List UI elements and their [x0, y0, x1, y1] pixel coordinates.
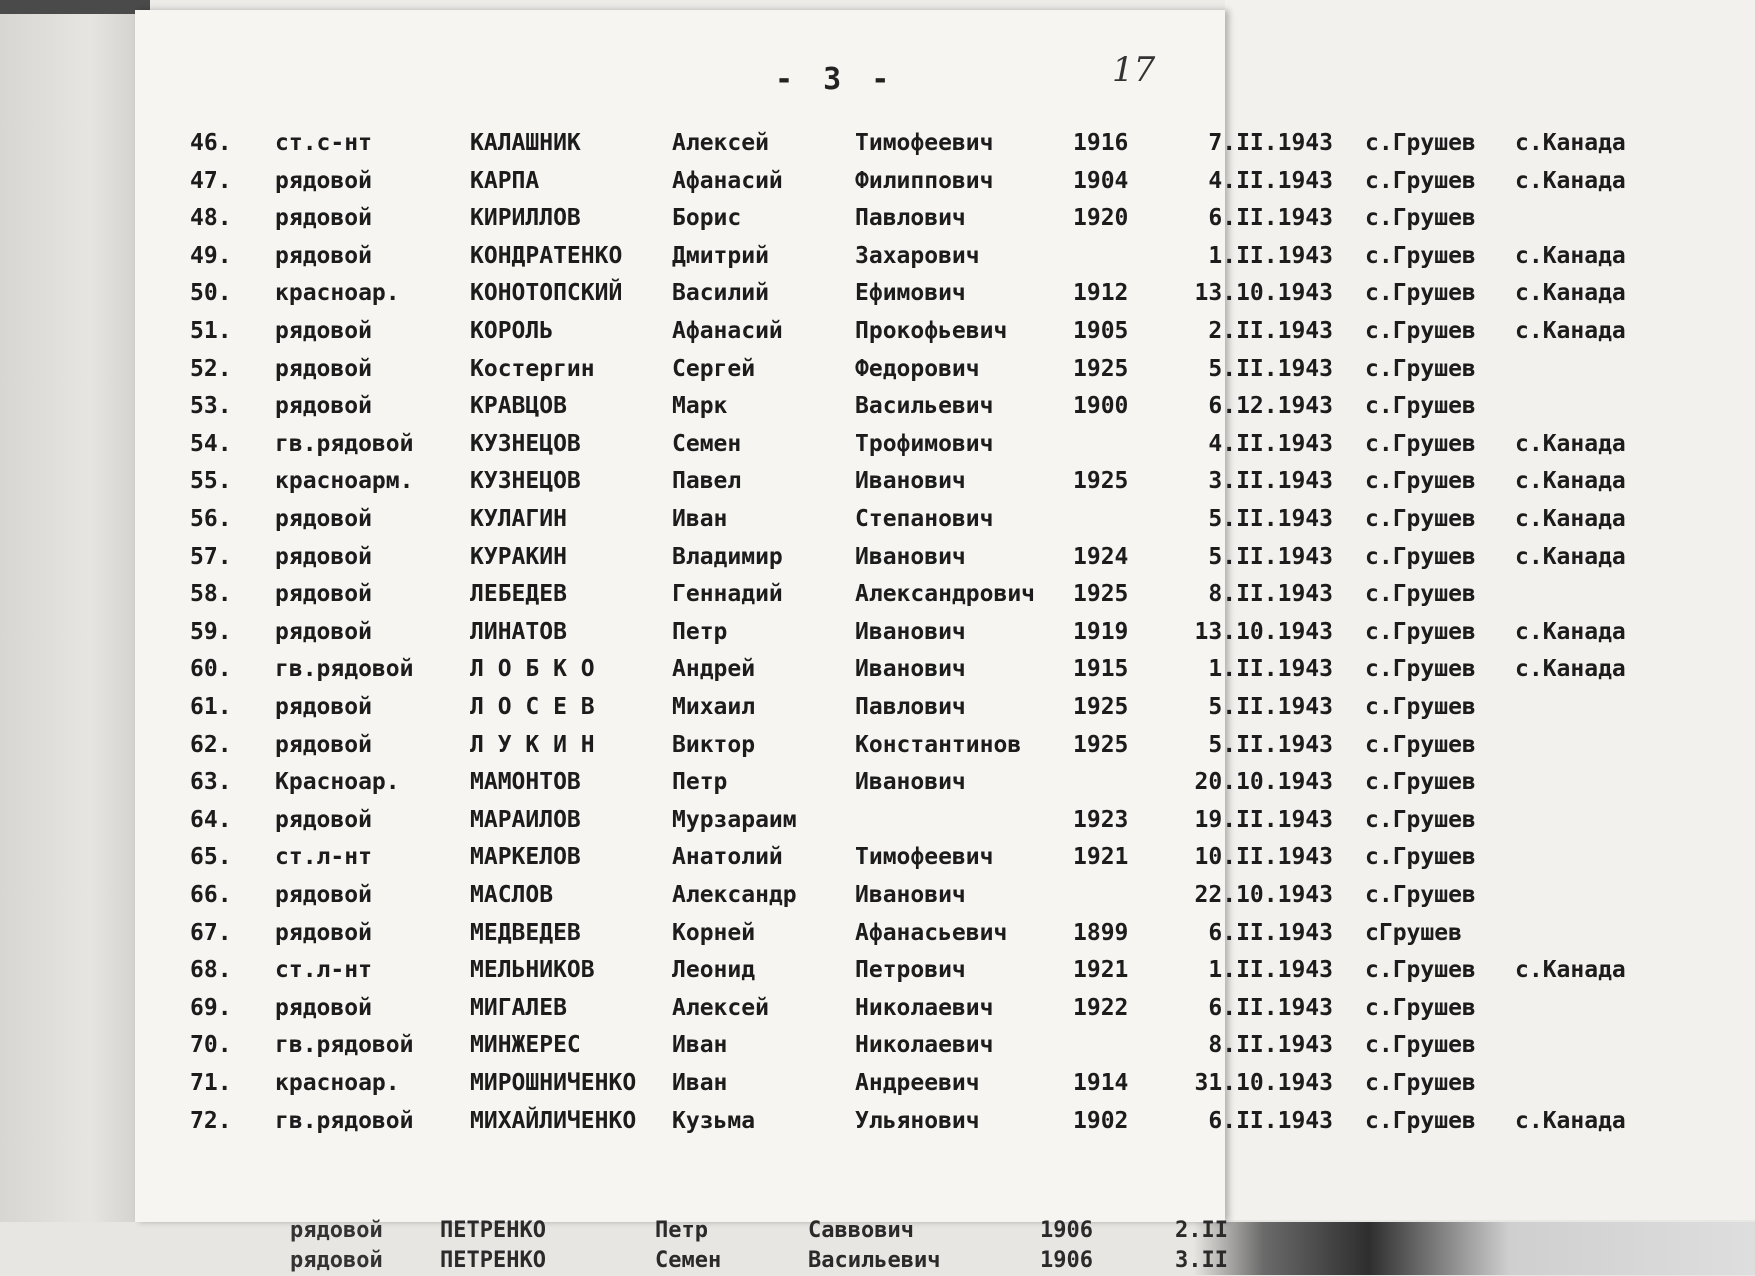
list-row [0, 205, 1755, 239]
cell-place: с.Грушев [1365, 957, 1476, 984]
cell-patronymic: Иванович [855, 618, 966, 645]
cell-year: 1912 [1073, 280, 1129, 307]
cell-patronymic: Филиппович [855, 167, 994, 194]
cell-date: 5.II.1943 [1208, 694, 1333, 720]
cell-num: 65. [190, 844, 232, 871]
cell-year: 1921 [1073, 957, 1129, 984]
list-row [0, 995, 1755, 1029]
cell-grave: с.Канада [1515, 167, 1626, 194]
cell-name: Борис [672, 205, 742, 232]
cell-surname: ПЕТРЕНКО [440, 1248, 546, 1273]
cell-date: 5.II.1943 [1208, 506, 1333, 532]
cell-patronymic: Федорович [855, 355, 980, 382]
cell-patronymic: Константинов [855, 731, 1022, 758]
list-row [0, 920, 1755, 954]
cell-year: 1902 [1073, 1107, 1129, 1134]
cell-date: 13.10.1943 [1194, 280, 1333, 307]
cell-surname: МАСЛОВ [470, 882, 554, 908]
cell-patronymic: Павлович [855, 694, 966, 720]
cell-rank: рядовой [290, 1248, 383, 1273]
cell-rank: гв.рядовой [275, 1107, 414, 1134]
cell-year: 1919 [1073, 618, 1129, 645]
cell-date: 8.II.1943 [1208, 1032, 1333, 1059]
cell-name: Александр [672, 882, 797, 908]
cell-surname: ЛЕБЕДЕВ [470, 581, 567, 608]
cell-grave: с.Канада [1515, 543, 1626, 570]
cell-surname: КОРОЛЬ [470, 318, 554, 344]
cell-num: 60. [190, 656, 232, 683]
list-row [0, 1070, 1755, 1104]
cell-name: Иван [672, 1070, 728, 1096]
list-row [0, 243, 1755, 277]
cell-rank: рядовой [275, 318, 372, 344]
cell-place: с.Грушев [1365, 694, 1476, 720]
list-row [0, 656, 1755, 690]
cell-place: с.Грушев [1365, 844, 1476, 871]
cell-num: 52. [190, 355, 232, 382]
page-number: - 3 - [775, 62, 896, 97]
cell-num: 66. [190, 882, 232, 908]
cell-num: 54. [190, 430, 232, 457]
list-row [0, 844, 1755, 878]
cell-grave: с.Канада [1515, 506, 1626, 532]
cell-grave: с.Канада [1515, 1107, 1626, 1134]
cell-name: Афанасий [672, 318, 783, 344]
cell-rank: гв.рядовой [275, 656, 414, 683]
cell-year: 1925 [1073, 731, 1129, 758]
cell-num: 48. [190, 205, 232, 232]
list-row [0, 356, 1755, 390]
cell-rank: рядовой [275, 242, 372, 269]
cell-surname: КУЗНЕЦОВ [470, 468, 581, 495]
cell-patronymic: Тимофеевич [855, 130, 994, 156]
cell-rank: рядовой [275, 806, 372, 833]
cell-rank: Красноар. [275, 769, 400, 796]
cell-grave: с.Канада [1515, 242, 1626, 269]
cell-surname: Костергин [470, 355, 595, 382]
cell-patronymic: Петрович [855, 957, 966, 984]
cell-grave: с.Канада [1515, 468, 1626, 495]
cell-place: с.Грушев [1365, 205, 1476, 232]
cell-rank: красноар. [275, 280, 400, 307]
list-row [0, 769, 1755, 803]
cell-rank: красноар. [275, 1070, 400, 1096]
cell-surname: Л О Б К О [470, 656, 595, 683]
list-row [0, 1108, 1755, 1142]
list-row [0, 318, 1755, 352]
cell-date: 2.II.1943 [1208, 318, 1333, 344]
cell-surname: КУРАКИН [470, 543, 567, 570]
cell-place: с.Грушев [1365, 1070, 1476, 1096]
cell-patronymic: Тимофеевич [855, 844, 994, 871]
under-page-row [0, 1248, 1755, 1276]
cell-rank: рядовой [275, 731, 372, 758]
cell-surname: МИГАЛЕВ [470, 994, 567, 1021]
cell-place: с.Грушев [1365, 355, 1476, 382]
list-row [0, 581, 1755, 615]
cell-grave: с.Канада [1515, 318, 1626, 344]
cell-place: с.Грушев [1365, 430, 1476, 457]
cell-surname: КАЛАШНИК [470, 130, 581, 156]
cell-patronymic: Иванович [855, 769, 966, 796]
cell-date: 20.10.1943 [1194, 769, 1333, 796]
cell-surname: МАРКЕЛОВ [470, 844, 581, 871]
cell-year: 1904 [1073, 167, 1129, 194]
cell-num: 62. [190, 731, 232, 758]
cell-date: 7.II.1943 [1208, 130, 1333, 156]
cell-year: 1906 [1040, 1248, 1093, 1273]
cell-date: 5.II.1943 [1208, 731, 1333, 758]
cell-place: с.Грушев [1365, 882, 1476, 908]
list-row [0, 807, 1755, 841]
cell-name: Анатолий [672, 844, 783, 871]
cell-name: Алексей [672, 994, 769, 1021]
cell-patronymic: Захарович [855, 242, 980, 269]
cell-rank: ст.с-нт [275, 130, 372, 156]
cell-place: с.Грушев [1365, 1032, 1476, 1059]
cell-year: 1922 [1073, 994, 1129, 1021]
cell-rank: красноарм. [275, 468, 414, 495]
cell-place: с.Грушев [1365, 994, 1476, 1021]
cell-name: Виктор [672, 731, 756, 758]
cell-surname: МАМОНТОВ [470, 769, 581, 796]
cell-rank: гв.рядовой [275, 430, 414, 457]
cell-surname: КОНОТОПСКИЙ [470, 280, 623, 307]
cell-name: Марк [672, 393, 728, 420]
cell-surname: МИНЖЕРЕС [470, 1032, 581, 1059]
cell-date: 13.10.1943 [1194, 618, 1333, 645]
cell-name: Петр [655, 1218, 708, 1243]
cell-surname: ЛИНАТОВ [470, 618, 567, 645]
list-row [0, 957, 1755, 991]
cell-date: 19.II.1943 [1194, 806, 1333, 833]
cell-name: Петр [672, 618, 728, 645]
cell-surname: МИХАЙЛИЧЕНКО [470, 1107, 637, 1134]
cell-year: 1915 [1073, 656, 1129, 683]
list-row [0, 168, 1755, 202]
cell-year: 1921 [1073, 844, 1129, 871]
cell-surname: КУЛАГИН [470, 506, 567, 532]
cell-place: с.Грушев [1365, 731, 1476, 758]
cell-place: с.Грушев [1365, 1107, 1476, 1134]
cell-date: 4.II.1943 [1208, 430, 1333, 457]
cell-patronymic: Степанович [855, 506, 994, 532]
cell-patronymic: Афанасьевич [855, 919, 1008, 946]
cell-year: 1925 [1073, 468, 1129, 495]
cell-patronymic: Ефимович [855, 280, 966, 307]
cell-place: с.Грушев [1365, 167, 1476, 194]
cell-rank: рядовой [275, 205, 372, 232]
cell-name: Петр [672, 769, 728, 796]
cell-year: 1899 [1073, 919, 1129, 946]
cell-year: 1925 [1073, 355, 1129, 382]
cell-date: 8.II.1943 [1208, 581, 1333, 608]
cell-rank: рядовой [275, 618, 372, 645]
cell-patronymic: Трофимович [855, 430, 994, 457]
cell-patronymic: Николаевич [855, 994, 994, 1021]
cell-name: Сергей [672, 355, 756, 382]
cell-surname: КАРПА [470, 167, 540, 194]
cell-rank: рядовой [290, 1218, 383, 1243]
cell-date: 6.12.1943 [1208, 393, 1333, 420]
cell-patronymic: Васильевич [808, 1248, 941, 1273]
cell-surname: МЕДВЕДЕВ [470, 919, 581, 946]
cell-year: 1923 [1073, 806, 1129, 833]
cell-name: Павел [672, 468, 742, 495]
cell-place: сГрушев [1365, 919, 1462, 946]
cell-patronymic: Саввович [808, 1218, 914, 1243]
cell-name: Семен [672, 430, 742, 457]
cell-date: 2.II [1175, 1218, 1228, 1243]
cell-patronymic: Александрович [855, 581, 1036, 608]
cell-year: 1925 [1073, 581, 1129, 608]
cell-grave: с.Канада [1515, 430, 1626, 457]
cell-date: 3.II [1175, 1248, 1228, 1273]
cell-place: с.Грушев [1365, 468, 1476, 495]
cell-name: Михаил [672, 694, 756, 720]
handwritten-page-mark: 17 [1112, 50, 1156, 90]
cell-patronymic: Иванович [855, 656, 966, 683]
cell-year: 1900 [1073, 393, 1129, 420]
cell-place: с.Грушев [1365, 242, 1476, 269]
cell-place: с.Грушев [1365, 656, 1476, 683]
cell-date: 1.II.1943 [1208, 957, 1333, 984]
cell-name: Владимир [672, 543, 783, 570]
cell-surname: ПЕТРЕНКО [440, 1218, 546, 1243]
cell-num: 64. [190, 806, 232, 833]
cell-surname: Л У К И Н [470, 731, 595, 758]
cell-rank: рядовой [275, 694, 372, 720]
cell-num: 47. [190, 167, 232, 194]
cell-rank: рядовой [275, 581, 372, 608]
cell-name: Дмитрий [672, 242, 769, 269]
cell-date: 6.II.1943 [1208, 994, 1333, 1021]
cell-patronymic: Васильевич [855, 393, 994, 420]
cell-num: 63. [190, 769, 232, 796]
cell-num: 46. [190, 130, 232, 156]
cell-surname: МИРОШНИЧЕНКО [470, 1070, 637, 1096]
cell-num: 61. [190, 694, 232, 720]
cell-grave: с.Канада [1515, 618, 1626, 645]
cell-patronymic: Ульянович [855, 1107, 980, 1134]
cell-num: 69. [190, 994, 232, 1021]
list-row [0, 431, 1755, 465]
list-row [0, 882, 1755, 916]
cell-rank: гв.рядовой [275, 1032, 414, 1059]
cell-place: с.Грушев [1365, 543, 1476, 570]
list-row [0, 694, 1755, 728]
cell-num: 56. [190, 506, 232, 532]
cell-rank: рядовой [275, 919, 372, 946]
cell-name: Иван [672, 1032, 728, 1059]
cell-num: 72. [190, 1107, 232, 1134]
cell-grave: с.Канада [1515, 656, 1626, 683]
cell-place: с.Грушев [1365, 806, 1476, 833]
cell-name: Алексей [672, 130, 769, 156]
cell-date: 1.II.1943 [1208, 656, 1333, 683]
cell-name: Кузьма [672, 1107, 756, 1134]
cell-num: 53. [190, 393, 232, 420]
cell-name: Корней [672, 919, 756, 946]
cell-year: 1914 [1073, 1070, 1129, 1096]
cell-date: 5.II.1943 [1208, 355, 1333, 382]
cell-year: 1925 [1073, 694, 1129, 720]
cell-year: 1906 [1040, 1218, 1093, 1243]
cell-place: с.Грушев [1365, 318, 1476, 344]
cell-surname: МЕЛЬНИКОВ [470, 957, 595, 984]
cell-surname: Л О С Е В [470, 694, 595, 720]
cell-rank: ст.л-нт [275, 957, 372, 984]
cell-date: 31.10.1943 [1194, 1070, 1333, 1096]
cell-grave: с.Канада [1515, 280, 1626, 307]
list-row [0, 506, 1755, 540]
cell-date: 5.II.1943 [1208, 543, 1333, 570]
cell-surname: МАРАИЛОВ [470, 806, 581, 833]
cell-date: 6.II.1943 [1208, 1107, 1333, 1134]
cell-date: 10.II.1943 [1194, 844, 1333, 871]
cell-grave: с.Канада [1515, 957, 1626, 984]
cell-date: 6.II.1943 [1208, 919, 1333, 946]
list-row [0, 544, 1755, 578]
list-row [0, 130, 1755, 164]
cell-surname: КОНДРАТЕНКО [470, 242, 623, 269]
cell-rank: рядовой [275, 393, 372, 420]
cell-patronymic: Андреевич [855, 1070, 980, 1096]
list-row [0, 619, 1755, 653]
cell-place: с.Грушев [1365, 618, 1476, 645]
cell-name: Андрей [672, 656, 756, 683]
cell-patronymic: Иванович [855, 543, 966, 570]
cell-num: 68. [190, 957, 232, 984]
cell-rank: рядовой [275, 355, 372, 382]
list-row [0, 1032, 1755, 1066]
cell-patronymic: Николаевич [855, 1032, 994, 1059]
cell-surname: КИРИЛЛОВ [470, 205, 581, 232]
cell-name: Леонид [672, 957, 756, 984]
cell-num: 50. [190, 280, 232, 307]
cell-date: 3.II.1943 [1208, 468, 1333, 495]
cell-rank: рядовой [275, 167, 372, 194]
cell-num: 59. [190, 618, 232, 645]
cell-name: Геннадий [672, 581, 783, 608]
cell-num: 67. [190, 919, 232, 946]
list-row [0, 732, 1755, 766]
cell-date: 4.II.1943 [1208, 167, 1333, 194]
cell-rank: рядовой [275, 506, 372, 532]
cell-rank: рядовой [275, 543, 372, 570]
cell-date: 1.II.1943 [1208, 242, 1333, 269]
cell-num: 51. [190, 318, 232, 344]
cell-place: с.Грушев [1365, 769, 1476, 796]
cell-num: 55. [190, 468, 232, 495]
list-row [0, 393, 1755, 427]
cell-num: 71. [190, 1070, 232, 1096]
cell-year: 1920 [1073, 205, 1129, 232]
cell-year: 1905 [1073, 318, 1129, 344]
cell-name: Семен [655, 1248, 722, 1273]
cell-num: 58. [190, 581, 232, 608]
list-row [0, 280, 1755, 314]
cell-place: с.Грушев [1365, 130, 1476, 156]
cell-num: 49. [190, 242, 232, 269]
cell-name: Иван [672, 506, 728, 532]
list-row [0, 468, 1755, 502]
cell-rank: ст.л-нт [275, 844, 372, 871]
cell-num: 57. [190, 543, 232, 570]
cell-patronymic: Павлович [855, 205, 966, 232]
cell-place: с.Грушев [1365, 506, 1476, 532]
cell-place: с.Грушев [1365, 581, 1476, 608]
cell-place: с.Грушев [1365, 393, 1476, 420]
cell-name: Василий [672, 280, 769, 307]
cell-name: Афанасий [672, 167, 783, 194]
cell-name: Мурзараим [672, 806, 797, 833]
cell-rank: рядовой [275, 882, 372, 908]
cell-date: 22.10.1943 [1194, 882, 1333, 908]
cell-patronymic: Иванович [855, 468, 966, 495]
cell-date: 6.II.1943 [1208, 205, 1333, 232]
cell-surname: КУЗНЕЦОВ [470, 430, 581, 457]
cell-num: 70. [190, 1032, 232, 1059]
cell-rank: рядовой [275, 994, 372, 1021]
cell-patronymic: Прокофьевич [855, 318, 1008, 344]
cell-year: 1916 [1073, 130, 1129, 156]
cell-place: с.Грушев [1365, 280, 1476, 307]
under-page-row [0, 1218, 1755, 1246]
cell-patronymic: Иванович [855, 882, 966, 908]
cell-year: 1924 [1073, 543, 1129, 570]
cell-grave: с.Канада [1515, 130, 1626, 156]
cell-surname: КРАВЦОВ [470, 393, 567, 420]
